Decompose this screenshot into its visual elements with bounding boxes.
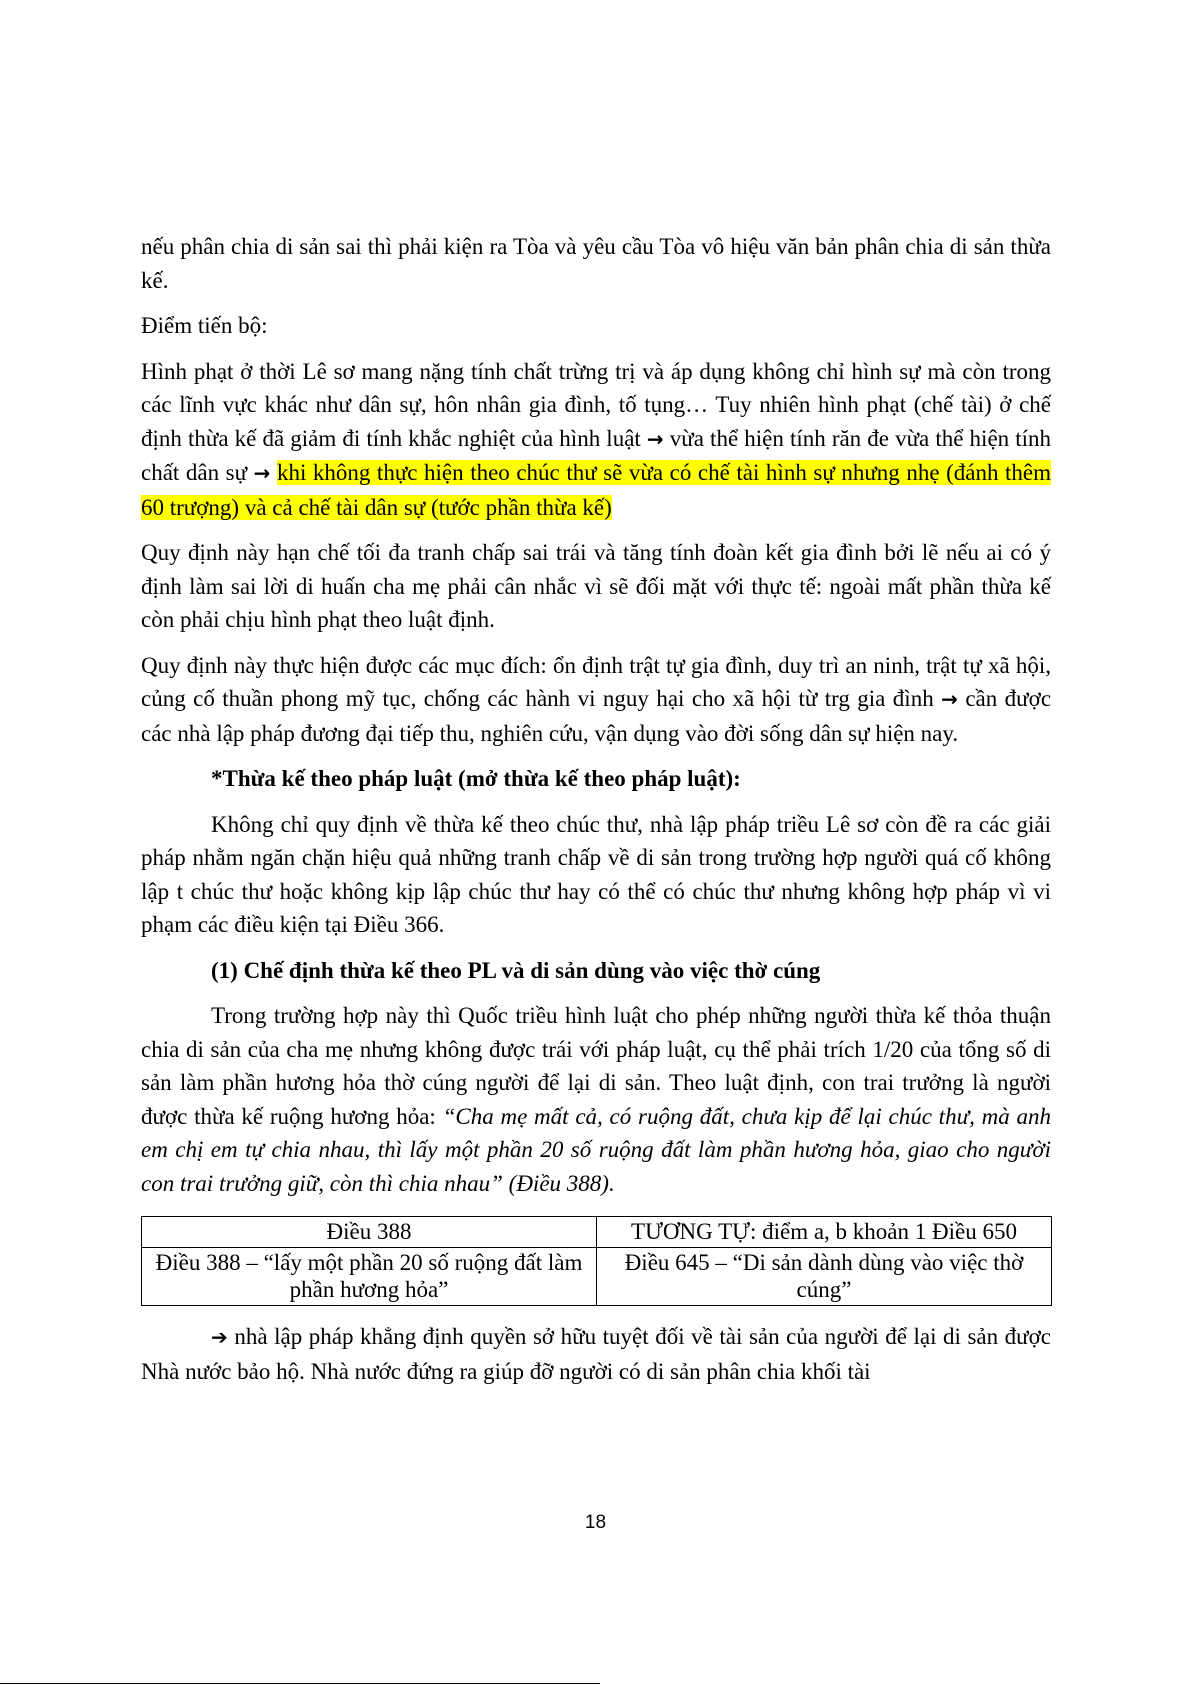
arrow-icon: → — [941, 687, 958, 711]
bottom-divider — [0, 1683, 600, 1684]
section-heading-worship-property: (1) Chế định thừa kế theo PL và di sản dùng vào việc thờ cúng — [211, 957, 821, 983]
paragraph-5-text-b: cần được các nhà lập pháp đương đại tiếp thu, nghiên cứu, vận dụng vào đời sống dân sự hiện nay. — [141, 686, 1052, 746]
section-heading-inheritance-by-law: *Thừa kế theo pháp luật (mở thừa kế theo pháp luật): — [211, 766, 741, 791]
paragraph-4: Quy định này hạn chế tối đa tranh chấp sai trái và tăng tính đoàn kết gia đình bởi lẽ nếu ai có ý định làm sai lời di huấn cha mẹ phải cân nhắc vì sẽ đối mặt với thực tế: ngoài mất phần thừa kế còn phải chịu hình phạt theo luật định. — [141, 540, 1051, 632]
paragraph-progress-label: Điểm tiến bộ: — [141, 313, 268, 338]
highlighted-text: khi không thực hiện theo chúc thư sẽ vừa có chế tài hình sự nhưng nhẹ (đánh thêm 60 trượng) và cả chế tài dân sự (tước phần thừa kế) — [141, 460, 1052, 520]
table-cell: Điều 388 — [142, 1217, 597, 1248]
paragraph-8-text: nhà lập pháp khẳng định quyền sở hữu tuyệt đối về tài sản của người để lại di sản được Nhà nước bảo hộ. Nhà nước đứng ra giúp đỡ người có di sản phân chia khối tài — [141, 1324, 1052, 1384]
table-row — [142, 1248, 1052, 1306]
arrow-icon: → — [646, 426, 664, 451]
page-number: 18 — [584, 1512, 607, 1533]
paragraph-6: Không chỉ quy định về thừa kế theo chúc thư, nhà lập pháp triều Lê sơ còn đề ra các giải pháp nhằm ngăn chặn hiệu quả những tranh chấp về di sản trong trường hợp người quá cố không lập t chúc thư hoặc không kịp lập chúc thư hay có thể có chúc thư nhưng không hợp pháp vì vi phạm các điều kiện tại Điều 366. — [141, 811, 1051, 937]
paragraph-3 — [141, 355, 1051, 525]
paragraph-1: nếu phân chia di sản sai thì phải kiện ra Tòa và yêu cầu Tòa vô hiệu văn bản phân chia di sản thừa kế. — [141, 234, 1051, 293]
comparison-table — [141, 1216, 1052, 1306]
law-quote: “Cha mẹ mất cả, có ruộng đất, chưa kịp để lại chúc thư, mà anh em chị em tự chia nhau, thì lấy một phần 20 số ruộng đất làm phần hương hỏa, giao cho người con trai trưởng giữ, còn thì chia nhau” (Điều 388). — [141, 1103, 1052, 1196]
table-cell: Điều 388 – “lấy một phần 20 số ruộng đất làm phần hương hỏa” — [142, 1248, 597, 1306]
table-cell: TƯƠNG TỰ: điểm a, b khoản 1 Điều 650 — [597, 1217, 1052, 1248]
paragraph-3-text-a: Hình phạt ở thời Lê sơ mang nặng tính chất trừng trị và áp dụng không chỉ hình sự mà còn trong các lĩnh vực khác như dân sự, hôn nhân gia đình, tố tụng… Tuy nhiên hình phạt (chế tài) ở chế định thừa kế đã giảm đi tính khắc nghiệt của hình luật — [141, 358, 1051, 451]
table-row — [142, 1217, 1052, 1248]
paragraph-3-text-b: vừa thể hiện tính răn đe vừa thể hiện tính chất dân sự — [141, 425, 1052, 485]
paragraph-7-text: Trong trường hợp này thì Quốc triều hình luật cho phép những người thừa kế thỏa thuận chia di sản của cha mẹ nhưng không được trái với pháp luật, cụ thể phải trích 1/20 của tổng số di sản làm phần hương hỏa thờ cúng người để lại di sản. Theo luật định, con trai trưởng là người được thừa kế ruộng hương hỏa: — [141, 1003, 1051, 1129]
paragraph-7 — [141, 999, 1051, 1200]
arrow-icon: → — [253, 461, 271, 485]
paragraph-5 — [141, 649, 1051, 751]
paragraph-8 — [141, 1320, 1051, 1388]
page-body — [141, 230, 1051, 1388]
bold-arrow-icon: ➔ — [211, 1325, 228, 1349]
table-cell: Điều 645 – “Di sản dành dùng vào việc thờ cúng” — [597, 1248, 1052, 1306]
paragraph-5-text-a: Quy định này thực hiện được các mục đích: ổn định trật tự gia đình, duy trì an ninh, trật tự xã hội, củng cố thuần phong mỹ tục, chống các hành vi nguy hại cho xã hội từ trg gia đình — [141, 652, 1051, 711]
